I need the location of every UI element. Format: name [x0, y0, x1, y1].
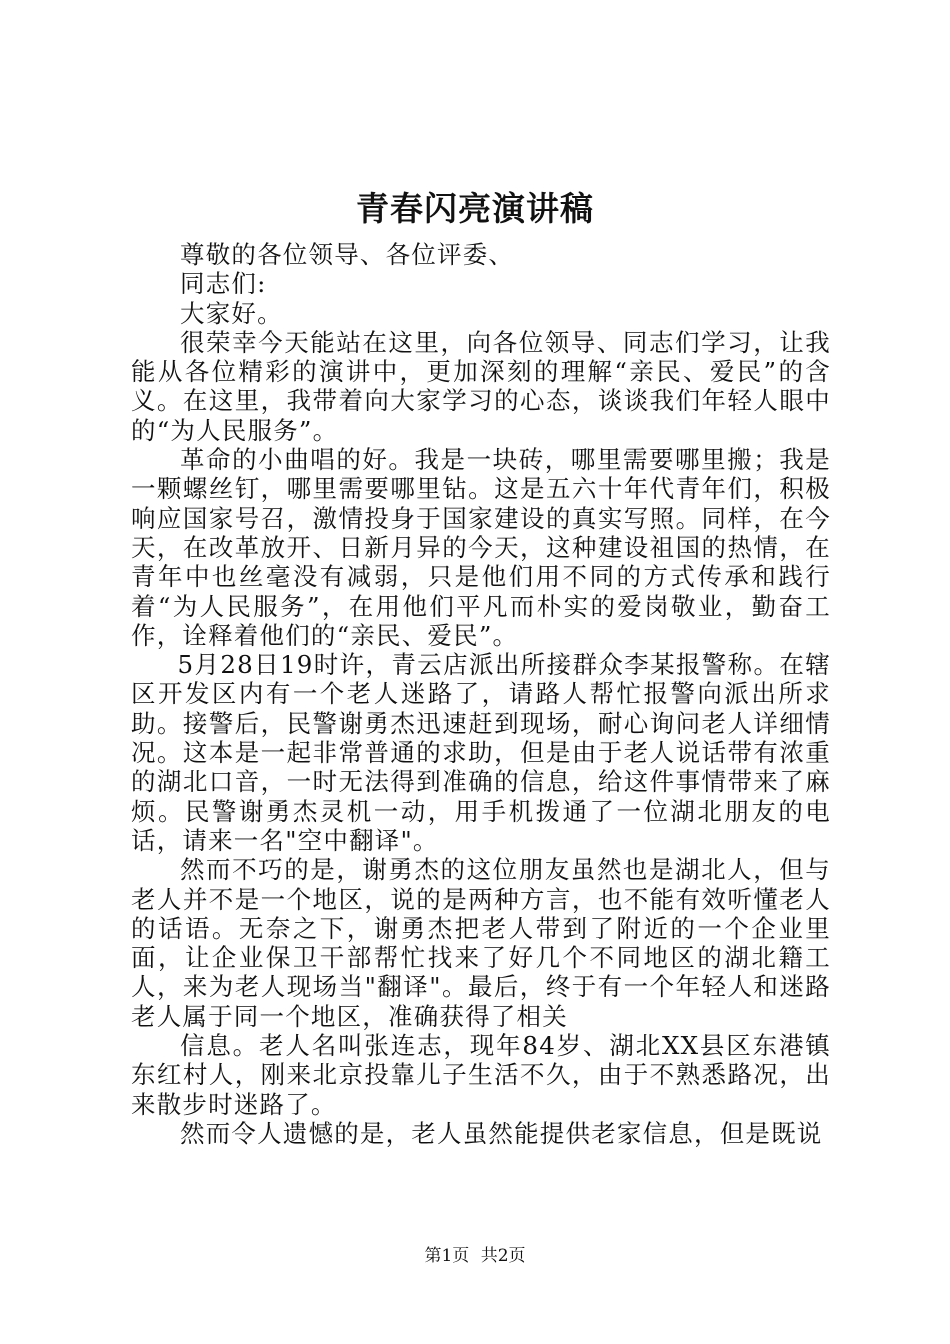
document-title: 青春闪亮演讲稿	[356, 189, 594, 228]
salutation-line: 同志们:	[180, 269, 267, 299]
body-paragraph: 信息。老人名叫张连志，现年84岁、湖北XX县区东港镇东红村人，刚来北京投靠儿子生活不久，由于不熟悉路况，出来散步时迷路了。	[131, 1031, 831, 1119]
page-footer: 第1页 共2页	[424, 1246, 526, 1266]
greeting-line: 大家好。	[180, 298, 283, 328]
body-paragraph: 然而令人遗憾的是，老人虽然能提供老家信息，但是既说	[180, 1118, 823, 1148]
salutation-line: 尊敬的各位领导、各位评委、	[180, 240, 515, 269]
body-paragraph: 革命的小曲唱的好。我是一块砖，哪里需要哪里搬；我是一颗螺丝钉，哪里需要哪里钻。这是五六十年代青年们，积极响应国家号召，激情投身于国家建设的真实写照。同样，在今天，在改革放开、日新月异的今天，这种建设祖国的热情，在青年中也丝毫没有减弱，只是他们用不同的方式传承和践行着“为人民服务”，在用他们平凡而朴实的爱岗敬业，勤奋工作，诠释着他们的“亲民、爱民”。	[131, 445, 831, 650]
body-paragraph: 然而不巧的是，谢勇杰的这位朋友虽然也是湖北人，但与老人并不是一个地区，说的是两种方言，也不能有效听懂老人的话语。无奈之下，谢勇杰把老人带到了附近的一个企业里面，让企业保卫干部帮忙找来了好几个不同地区的湖北籍工人，来为老人现场当"翻译"。最后，终于有一个年轻人和迷路老人属于同一个地区，准确获得了相关	[131, 855, 831, 1031]
body-paragraph: 很荣幸今天能站在这里，向各位领导、同志们学习，让我能从各位精彩的演讲中，更加深刻的理解“亲民、爱民”的含义。在这里，我带着向大家学习的心态，谈谈我们年轻人眼中的“为人民服务”。	[131, 327, 831, 445]
body-paragraph: 5月28日19时许，青云店派出所接群众李某报警称。在辖区开发区内有一个老人迷路了，请路人帮忙报警向派出所求助。接警后，民警谢勇杰迅速赶到现场，耐心询问老人详细情况。这本是一起非常普通的求助，但是由于老人说话带有浓重的湖北口音，一时无法得到准确的信息，给这件事情带来了麻烦。民警谢勇杰灵机一动，用手机拨通了一位湖北朋友的电话，请来一名"空中翻译"。	[131, 650, 831, 855]
document-body	[131, 240, 831, 1148]
